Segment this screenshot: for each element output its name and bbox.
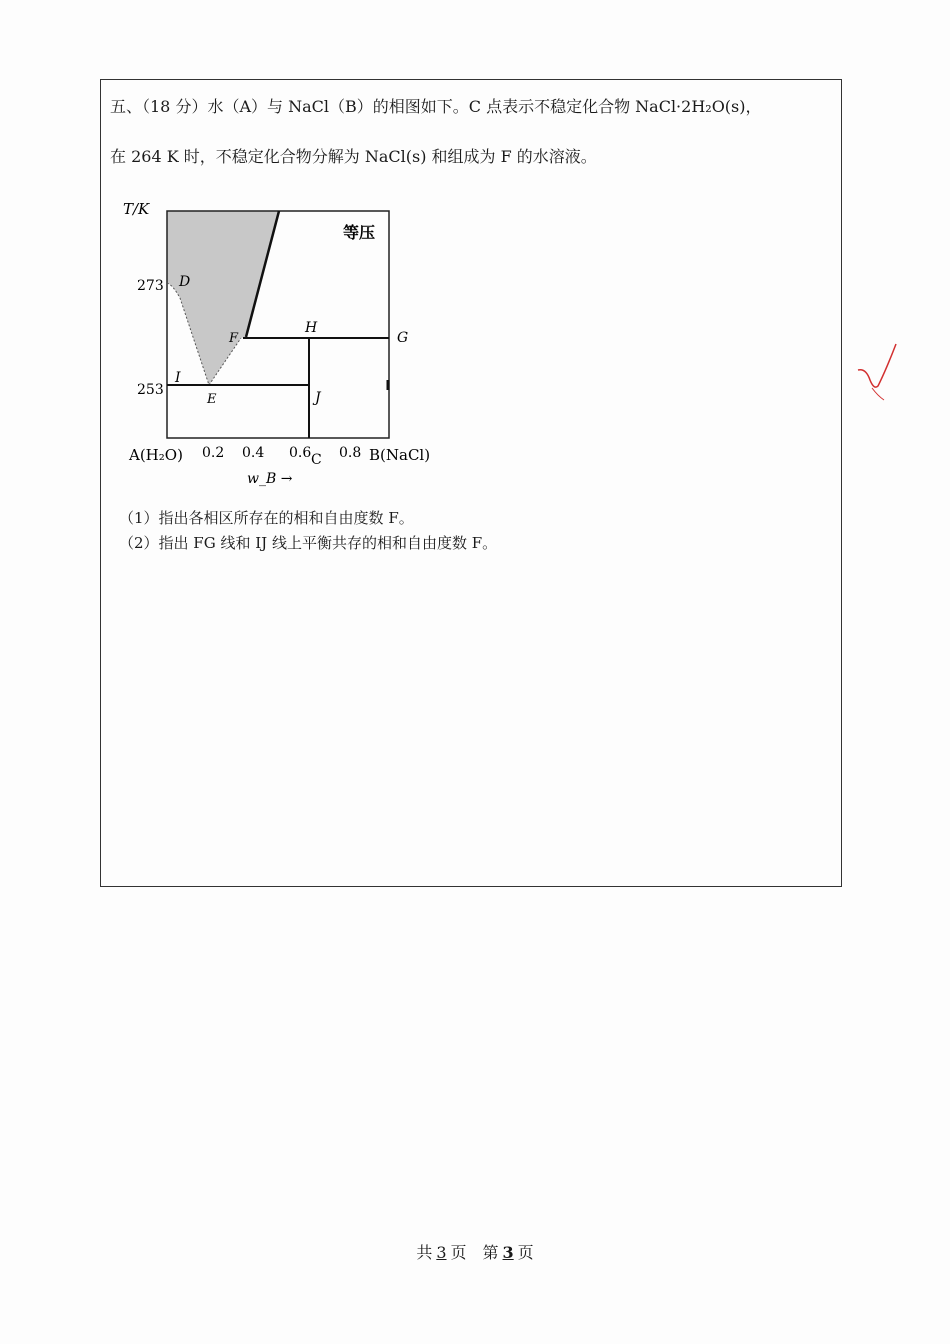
y-tick-273: 273 (137, 278, 164, 294)
point-label-d: D (179, 274, 191, 290)
page-footer (0, 1240, 950, 1263)
point-label-h: H (305, 320, 318, 336)
sub-question-2: （2）指出 FG 线和 IJ 线上平衡共存的相和自由度数 F。 (119, 534, 498, 552)
footer-prefix: 共 (416, 1243, 433, 1262)
sub-question-1: （1）指出各相区所存在的相和自由度数 F。 (119, 509, 414, 527)
point-label-j: J (315, 390, 321, 406)
point-label-i: I (175, 370, 181, 386)
x-var-label: w_B → (247, 471, 293, 487)
x-right-label: B(NaCl) (369, 446, 431, 464)
x-tick-0.6: 0.6 (289, 445, 312, 461)
x-tick-0.4: 0.4 (242, 445, 265, 461)
question-line-2: 在 264 K 时，不稳定化合物分解为 NaCl(s) 和组成为 F 的水溶液。 (110, 147, 597, 166)
question-frame (100, 79, 842, 887)
grading-check-mark (852, 340, 912, 410)
point-label-c: C (311, 452, 322, 468)
point-label-g: G (397, 330, 409, 346)
footer-current-page: 3 (502, 1243, 514, 1262)
x-tick-0.8: 0.8 (339, 445, 362, 461)
x-tick-0.2: 0.2 (202, 445, 225, 461)
y-tick-253: 253 (137, 382, 164, 398)
footer-suffix: 页 (517, 1243, 534, 1262)
pressure-label: 等压 (343, 223, 376, 242)
footer-mid: 页 第 (450, 1243, 499, 1262)
point-label-e: E (207, 392, 217, 407)
question-line-1: 五、（18 分）水（A）与 NaCl（B）的相图如下。C 点表示不稳定化合物 NaCl·2H₂O(s)， (110, 97, 762, 116)
phase-diagram (101, 80, 841, 500)
y-axis-label: T/K (123, 200, 150, 218)
footer-total-pages: 3 (436, 1243, 447, 1262)
x-left-label: A(H₂O) (129, 446, 183, 464)
liquid-region (167, 211, 279, 385)
point-label-f: F (229, 331, 239, 346)
